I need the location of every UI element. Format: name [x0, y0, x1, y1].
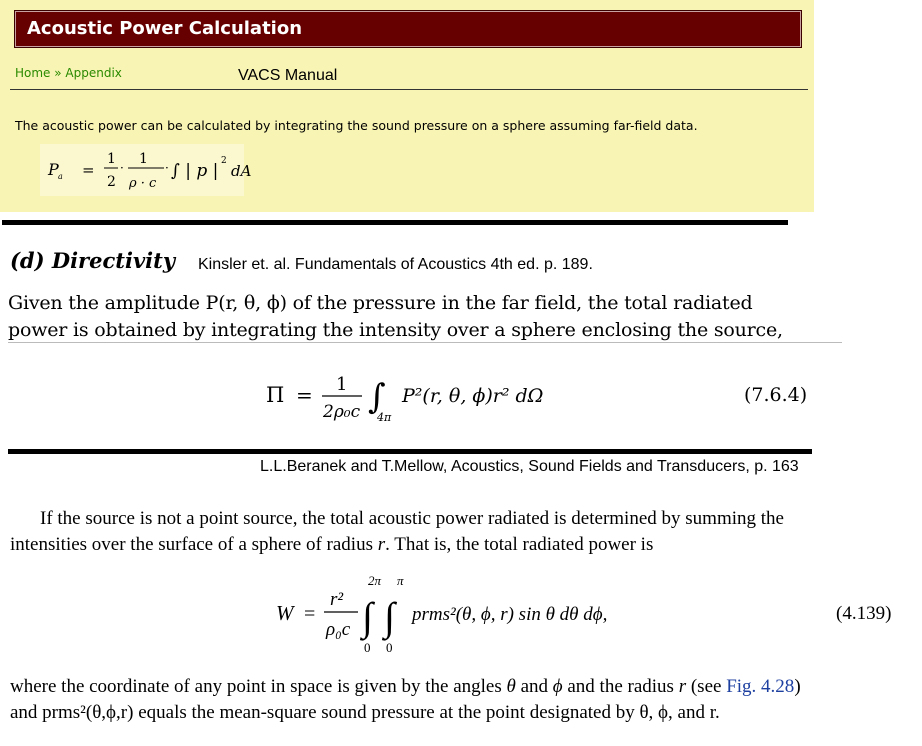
- eq4139-lower-2: 0: [386, 640, 393, 655]
- breadcrumb: [15, 66, 122, 80]
- section-separator-1: [2, 220, 788, 225]
- power-formula-svg: [40, 144, 252, 196]
- web-page-excerpt: [0, 0, 814, 212]
- eq4139-integral-2: ∫: [384, 594, 395, 639]
- kinsler-paragraph-line-1: Given the amplitude P(r, θ, ϕ) of the pressure in the far field, the total radiated: [8, 292, 753, 314]
- eq4139-den: ρ₀c: [326, 619, 351, 640]
- kinsler-rule: [8, 342, 842, 343]
- equation-number-7-6-4: (7.6.4): [744, 384, 808, 406]
- eq764-equals: =: [296, 383, 313, 407]
- formula-frac-den: ρ · c: [129, 176, 157, 191]
- eq764-integral: ∫: [368, 377, 386, 417]
- text-span: intensities over the surface of a sphere of radius: [10, 534, 378, 555]
- equation-4-139: [270, 570, 650, 660]
- kinsler-reference: Kinsler et. al. Fundamentals of Acoustics 4th ed. p. 189.: [198, 256, 593, 273]
- page-title: Acoustic Power Calculation: [27, 18, 303, 39]
- source-label: VACS Manual: [238, 67, 338, 84]
- breadcrumb-separator: »: [50, 66, 66, 80]
- text-span: (see: [686, 676, 727, 697]
- text-span: . That is, the total radiated power is: [385, 534, 654, 555]
- formula-frac-num: 1: [139, 151, 148, 167]
- eq764-lhs: Π: [266, 383, 285, 407]
- eq764-num: 1: [336, 374, 348, 395]
- page-title-bar: [14, 10, 802, 48]
- eq764-integrand: P²(r, θ, ϕ)r² dΩ: [402, 385, 544, 407]
- formula-exponent: 2: [221, 156, 227, 166]
- formula-dot1: ·: [120, 161, 124, 175]
- eq4139-upper-2: π: [397, 573, 404, 588]
- equation-7-6-4: [260, 364, 560, 424]
- variable-phi: ϕ: [552, 676, 563, 697]
- text-span: and the radius: [562, 676, 679, 697]
- formula-half-den: 2: [107, 174, 116, 190]
- eq4139-upper-1: 2π: [368, 573, 382, 588]
- header-divider: [10, 89, 808, 90]
- variable-theta: θ: [506, 676, 516, 697]
- power-formula-image: [40, 144, 252, 196]
- beranek-paragraph-1-line-1: If the source is not a point source, the total acoustic power radiated is determined by summing the: [40, 508, 784, 529]
- formula-half-num: 1: [107, 151, 116, 167]
- text-span: ): [794, 676, 801, 697]
- beranek-reference: L.L.Beranek and T.Mellow, Acoustics, Sound Fields and Transducers, p. 163: [260, 458, 799, 475]
- breadcrumb-home-link[interactable]: Home: [15, 66, 51, 80]
- eq764-limit: 4π: [377, 411, 392, 424]
- eq764-den: 2ρ₀c: [323, 402, 361, 422]
- formula-lhs: P: [48, 160, 59, 179]
- kinsler-paragraph-line-2: power is obtained by integrating the intensity over a sphere enclosing the source,: [8, 319, 783, 341]
- formula-lhs-sub: a: [58, 172, 63, 181]
- text-span: where the coordinate of any point in space is given by the angles: [10, 676, 507, 697]
- eq4139-lhs: W: [276, 601, 294, 625]
- eq4139-num: r²: [330, 589, 344, 610]
- intro-text: The acoustic power can be calculated by integrating the sound pressure on a sphere assuming far-field data.: [15, 118, 698, 133]
- equation-number-4-139: (4.139): [836, 603, 892, 624]
- formula-dot2: ·: [165, 161, 169, 175]
- formula-equals: =: [82, 161, 95, 179]
- breadcrumb-appendix-link[interactable]: Appendix: [65, 66, 122, 80]
- directivity-heading: (d) Directivity: [10, 248, 176, 273]
- variable-r: r: [678, 676, 687, 697]
- eq4139-integral-1: ∫: [362, 594, 373, 639]
- section-separator-2: [8, 449, 812, 454]
- figure-link[interactable]: Fig. 4.28: [726, 676, 795, 697]
- beranek-paragraph-2-line-1: [10, 676, 801, 698]
- formula-differential: dA: [231, 162, 252, 180]
- formula-integrand: ∫ | p |: [171, 161, 219, 181]
- beranek-paragraph-2-line-2: and prms²(θ,ϕ,r) equals the mean-square sound pressure at the point designated by θ, ϕ, and r.: [10, 702, 720, 723]
- eq4139-lower-1: 0: [364, 640, 371, 655]
- eq4139-equals: =: [304, 603, 316, 625]
- eq4139-integrand: prms²(θ, ϕ, r) sin θ dθ dϕ,: [412, 604, 608, 625]
- beranek-paragraph-1-line-2: [10, 534, 653, 556]
- text-span: and: [515, 676, 553, 697]
- variable-r: r: [377, 534, 386, 555]
